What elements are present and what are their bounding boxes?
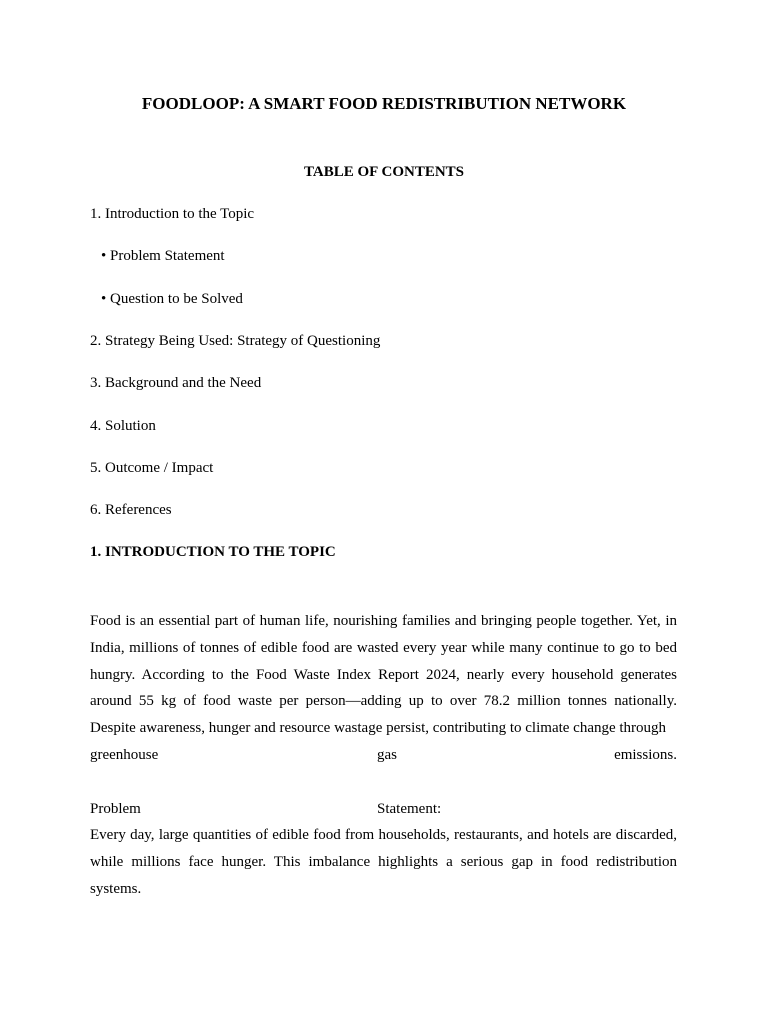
problem-paragraph: Every day, large quantities of edible food from households, restaurants, and hotels are discarded, while millions face hunger. This imbalance highlights a serious gap in food redistribution systems.: [90, 827, 677, 897]
toc-item-references: 6. References: [90, 502, 172, 518]
intro-last-word-2: gas: [377, 747, 397, 763]
intro-paragraph-text: Food is an essential part of human life, nourishing families and bringing people together. Yet, in India, millions of tonnes of edible food are wasted every year while many continue to go to bed hungry. According to the Food Waste Index Report 2024, nearly every household generates around 55 kg of food waste per person—adding up to over 78.2 million tonnes nationally. Despite awareness, hunger and resource wastage persist, contributing to climate change through: [90, 613, 677, 737]
toc-subitem-question: • Question to be Solved: [101, 291, 243, 307]
toc-item-strategy: 2. Strategy Being Used: Strategy of Questioning: [90, 333, 381, 349]
toc-heading: TABLE OF CONTENTS: [303, 164, 465, 180]
problem-heading-word-2: Statement:: [377, 801, 442, 817]
toc-item-introduction: 1. Introduction to the Topic: [90, 206, 255, 222]
document-title: FOODLOOP: A SMART FOOD REDISTRIBUTION NETWORK: [141, 94, 627, 113]
intro-last-word-1: greenhouse: [90, 747, 159, 763]
problem-statement-heading: [90, 799, 677, 819]
section-heading-introduction: 1. INTRODUCTION TO THE TOPIC: [90, 544, 336, 560]
intro-paragraph: [90, 608, 677, 742]
intro-last-word-3: emissions.: [614, 747, 677, 763]
intro-last-line: [90, 745, 677, 765]
problem-heading-word-1: Problem: [90, 801, 141, 817]
toc-item-solution: 4. Solution: [90, 418, 156, 434]
toc-item-outcome: 5. Outcome / Impact: [90, 460, 214, 476]
toc-subitem-problem-statement: • Problem Statement: [101, 248, 225, 264]
toc-item-background: 3. Background and the Need: [90, 375, 262, 391]
